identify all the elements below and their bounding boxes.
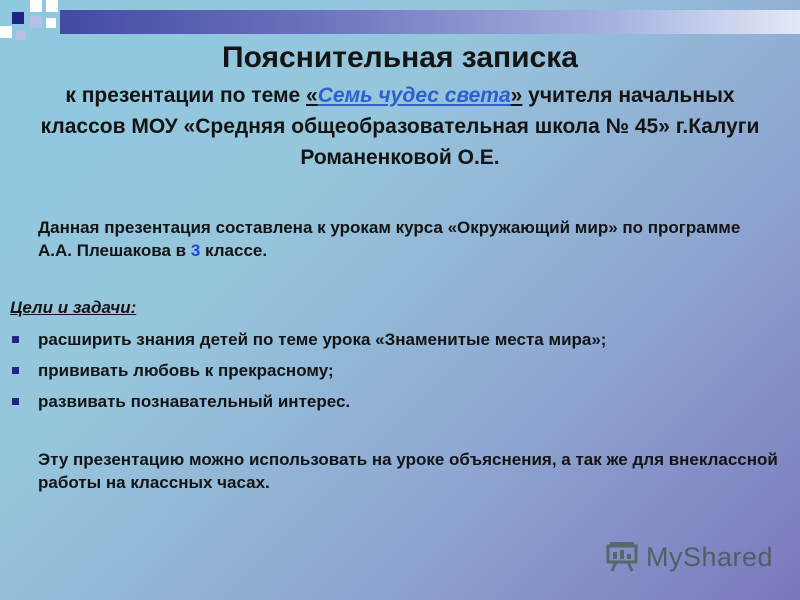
presentation-board-icon	[604, 538, 640, 574]
goal-text: развивать познавательный интерес.	[38, 392, 351, 411]
subtitle-prefix: к презентации по теме	[65, 84, 307, 107]
deco-square	[46, 0, 58, 12]
bullet-square-icon	[12, 398, 19, 405]
bullet-square-icon	[12, 336, 19, 343]
goal-text: прививать любовь к прекрасному;	[38, 361, 334, 380]
intro-text-end: классе.	[200, 241, 268, 260]
quote-open: «	[306, 84, 318, 107]
deco-square	[16, 30, 26, 40]
subtitle-suffix: учителя начальных классов МОУ «Средняя общеобразовательная школа № 45» г.Калуги Романенковой О.Е.	[40, 84, 760, 169]
topic-link[interactable]: Семь чудес света	[317, 84, 511, 107]
deco-square	[46, 18, 56, 28]
deco-square	[12, 12, 24, 24]
page-subtitle	[40, 80, 760, 173]
deco-square	[30, 16, 42, 28]
deco-square	[30, 0, 42, 12]
goal-text: расширить знания детей по теме урока «Знаменитые места мира»;	[38, 330, 607, 349]
grade-number: 3	[190, 241, 201, 260]
deco-square	[0, 26, 12, 38]
myshared-logo	[604, 538, 774, 574]
list-item	[8, 359, 788, 390]
bullet-square-icon	[12, 367, 19, 374]
goals-list	[8, 328, 788, 421]
quote-close: »	[510, 84, 523, 107]
outro-paragraph: Эту презентацию можно использовать на уроке объяснения, а так же для внеклассной работы на классных часах.	[38, 450, 778, 492]
logo-text: MyShared	[646, 542, 774, 572]
intro-text: Данная презентация составлена к урокам курса «Окружающий мир» по программе А.А. Плешакова в	[38, 218, 741, 260]
goals-heading: Цели и задачи:	[10, 298, 137, 317]
intro-paragraph	[38, 216, 778, 262]
list-item	[8, 390, 788, 421]
page-title: Пояснительная записка	[222, 41, 578, 74]
header-bar	[60, 10, 800, 34]
list-item	[8, 328, 788, 359]
